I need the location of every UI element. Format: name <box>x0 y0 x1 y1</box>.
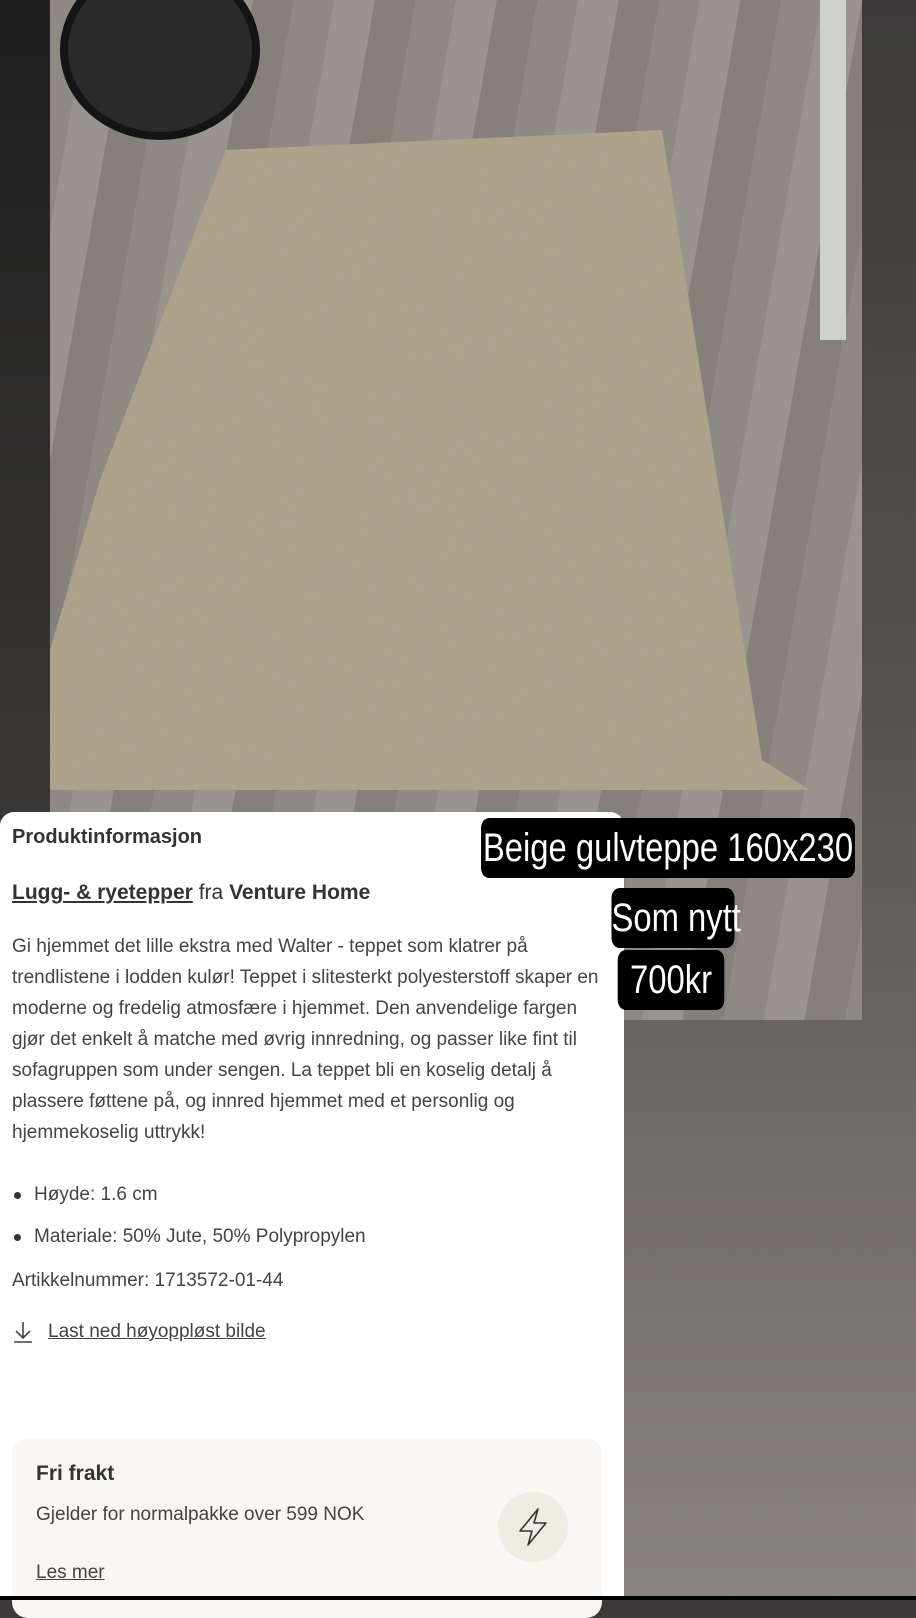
spec-item: Høyde: 1.6 cm <box>12 1174 612 1216</box>
download-icon <box>12 1320 34 1344</box>
background-band <box>0 0 50 820</box>
overlay-title: Beige gulvteppe 160x230 <box>481 818 855 878</box>
spec-item: Materiale: 50% Jute, 50% Polypropylen <box>12 1216 612 1258</box>
from-text: fra <box>198 881 224 904</box>
article-number: Artikkelnummer: 1713572-01-44 <box>12 1270 284 1291</box>
download-link-label: Last ned høyoppløst bilde <box>48 1321 266 1342</box>
overlay-price: 700kr <box>618 950 725 1010</box>
lightning-icon <box>498 1492 568 1562</box>
spec-list <box>12 1174 612 1258</box>
download-image-link[interactable] <box>12 1320 612 1344</box>
shipping-box <box>12 1438 602 1618</box>
bottom-edge <box>0 1596 916 1600</box>
overlay-condition: Som nytt <box>612 888 735 948</box>
category-line <box>12 881 612 905</box>
read-more-link[interactable]: Les mer <box>36 1562 105 1583</box>
shipping-title: Fri frakt <box>36 1462 115 1485</box>
brand-name: Venture Home <box>229 881 371 904</box>
product-description: Gi hjemmet det lille ekstra med Walter - teppet som klatrer på trendlistene i lodden kulør! Teppet i slitesterkt polyesterstoff skaper en moderne og fredelig atmosfære i hjemmet. Den anvendelige fargen gjør det enkelt å matche med øvrig innredning, og passer like fint til sofagruppen som under sengen. La teppet bli en koselig detalj å plassere føttene på, og innred hjemmet med et personlig og hjemmekoselig uttrykk! <box>12 936 599 1143</box>
section-title: Produktinformasjon <box>12 826 203 848</box>
shipping-description: Gjelder for normalpakke over 599 NOK <box>36 1504 365 1525</box>
category-link[interactable]: Lugg- & ryetepper <box>12 881 193 904</box>
product-info-card <box>0 812 624 1600</box>
